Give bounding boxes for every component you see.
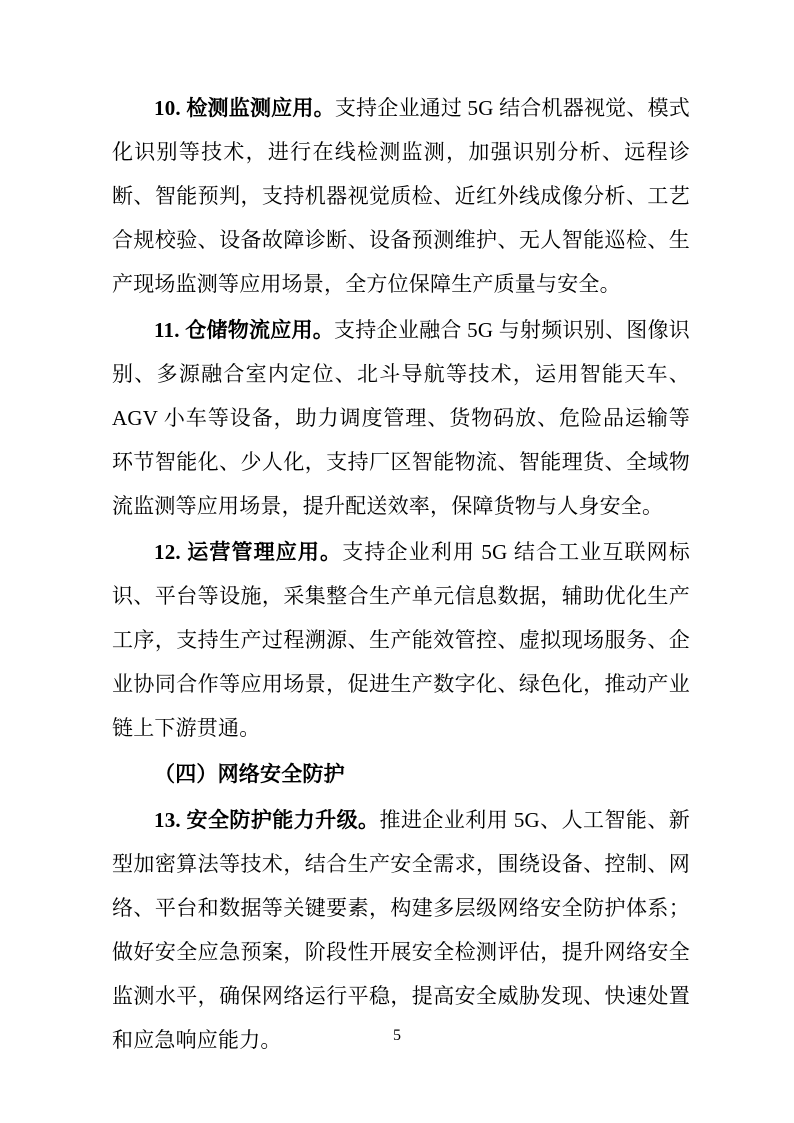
paragraph-item-13 bbox=[112, 798, 690, 1062]
paragraph-item-12 bbox=[112, 530, 690, 750]
paragraph-lead: 13. 安全防护能力升级。 bbox=[154, 808, 380, 832]
section-heading-four bbox=[112, 752, 690, 796]
paragraph-text: 推进企业利用 5G、人工智能、新型加密算法等技术，结合生产安全需求，围绕设备、控制、网络、平台和数据等关键要素，构建多层级网络安全防护体系；做好安全应急预案，阶段性开展安全检测评估，提升网络安全监测水平，确保网络运行平稳，提高安全威胁发现、快速处置和应急响应能力。 bbox=[112, 808, 690, 1052]
paragraph-lead: 10. 检测监测应用。 bbox=[154, 96, 335, 120]
paragraph-item-10 bbox=[112, 86, 690, 306]
page-number: 5 bbox=[393, 1027, 401, 1044]
paragraph-text: 支持企业利用 5G 结合工业互联网标识、平台等设施，采集整合生产单元信息数据，辅助优化生产工序，支持生产过程溯源、生产能效管控、虚拟现场服务、企业协同合作等应用场景，促进生产数字化、绿色化，推动产业链上下游贯通。 bbox=[112, 540, 691, 740]
document-body bbox=[112, 86, 690, 1064]
section-heading-text: （四）网络安全防护 bbox=[154, 762, 345, 786]
paragraph-lead: 12. 运营管理应用。 bbox=[154, 540, 343, 564]
paragraph-lead: 11. 仓储物流应用。 bbox=[154, 318, 335, 342]
paragraph-text: 支持企业通过 5G 结合机器视觉、模式化识别等技术，进行在线检测监测，加强识别分析、远程诊断、智能预判，支持机器视觉质检、近红外线成像分析、工艺合规校验、设备故障诊断、设备预测维护、无人智能巡检、生产现场监测等应用场景，全方位保障生产质量与安全。 bbox=[112, 96, 690, 296]
paragraph-text: 支持企业融合 5G 与射频识别、图像识别、多源融合室内定位、北斗导航等技术，运用智能天车、AGV 小车等设备，助力调度管理、货物码放、危险品运输等环节智能化、少人化，支持厂区智能物流、智能理货、全域物流监测等应用场景，提升配送效率，保障货物与人身安全。 bbox=[112, 318, 691, 518]
paragraph-item-11 bbox=[112, 308, 690, 528]
